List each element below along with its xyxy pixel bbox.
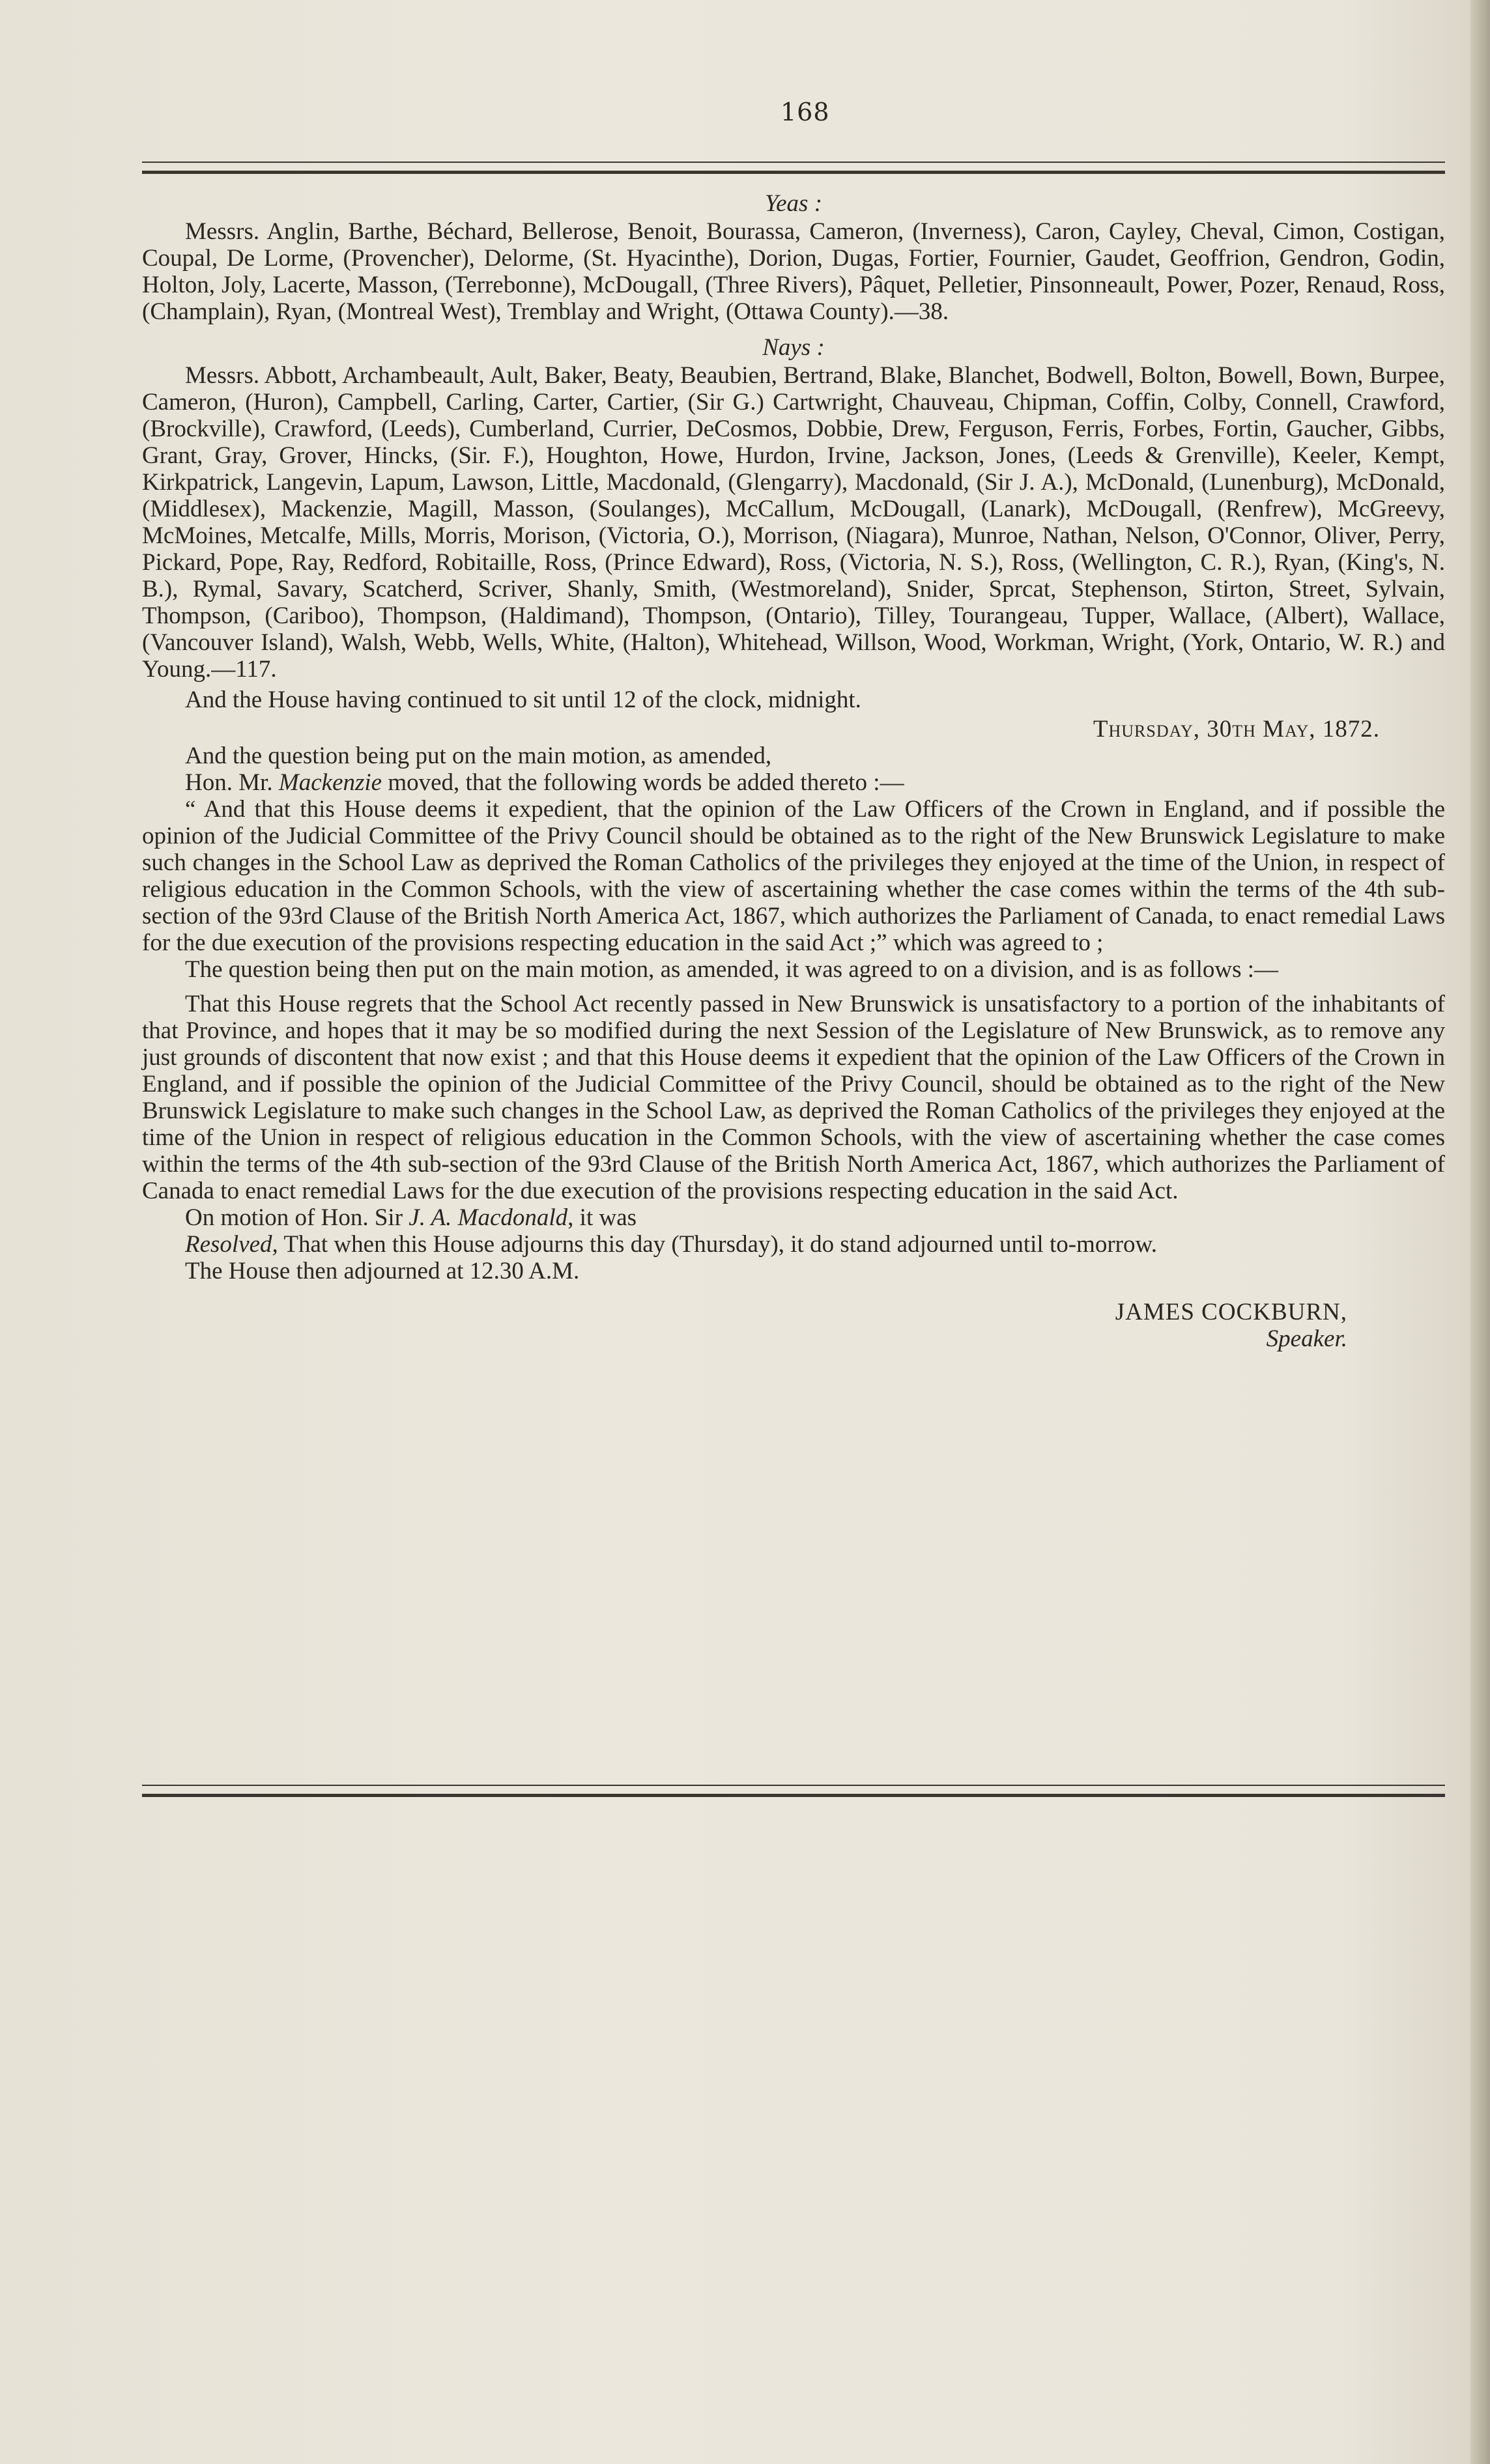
footer-rule [142, 1785, 1445, 1797]
date-line: Thursday, 30th May, 1872. [1093, 716, 1380, 743]
resolution-text: That this House regrets that the School Act recently passed in New Brunswick is unsatisfactory to a portion of the inhabitants of that Province, and hopes that it may be so modified during the next Session of the Legislature of New Brunswick, as to remove any just grounds of discontent that now exist ; and that this House deems it expedient that the opinion of the Law Officers of the Crown in England, and if possible the opinion of the Judicial Committee of the Privy Council, should be obtained as to the right of the New Brunswick Legislature to make such changes in the School Law, as deprived the Roman Catholics of the privileges they enjoyed at the time of the Union in respect of religious education in the Common Schools, with the view of ascertaining whether the case comes within the terms of the 4th sub-section of the 93rd Clause of the British North America Act, 1867, which authorizes the Parliament of Canada to enact remedial Laws for the due execution of the provisions respecting education in the said Act. [142, 991, 1445, 1204]
adjourn-prefix: On motion of Hon. Sir [185, 1204, 409, 1231]
question-line: And the question being put on the main motion, as amended, [185, 743, 772, 769]
adjourned-line: The House then adjourned at 12.30 A.M. [185, 1258, 580, 1284]
division-line: The question being then put on the main motion, as amended, it was agreed to on a division, and is as follows :— [185, 956, 1279, 983]
nays-heading: Nays : [762, 334, 825, 361]
page-edge-shadow [1470, 0, 1490, 2464]
resolved-text: That when this House adjourns this day (Thursday), it do stand adjourned until to-morrow. [278, 1231, 1158, 1258]
motion-prefix: Hon. Mr. [185, 769, 279, 796]
speaker-title: Speaker. [1266, 1325, 1347, 1352]
adjourn-suffix: , it was [567, 1204, 637, 1231]
adjourn-motion [142, 1204, 1445, 1231]
yeas-heading: Yeas : [764, 190, 823, 217]
speaker-name: JAMES COCKBURN, [1115, 1299, 1347, 1325]
resolved-label: Resolved, [185, 1231, 278, 1258]
motion-mover: Mackenzie [278, 769, 382, 796]
amendment-text: “ And that this House deems it expedient, that the opinion of the Law Officers of the Crown in England, and if possible the opinion of the Judicial Committee of the Privy Council should be obtained as to the right of the New Brunswick Legislature to make such changes in the School Law as deprived the Roman Catholics of the privileges they enjoyed at the time of the Union, in respect of religious education in the Common Schools, with the view of ascertaining whether the case comes within the terms of the 4th sub-section of the 93rd Clause of the British North America Act, 1867, which authorizes the Parliament of Canada, to enact remedial Laws for the due execution of the provisions respecting education in the said Act ;” which was agreed to ; [142, 796, 1445, 956]
page-number: 168 [781, 98, 830, 126]
nays-list: Messrs. Abbott, Archambeault, Ault, Baker, Beaty, Beaubien, Bertrand, Blake, Blanchet, Bodwell, Bolton, Bowell, Bown, Burpee, Cameron, (Huron), Campbell, Carling, Carter, Cartier, (Sir G.) Cartwright, Chauveau, Chipman, Coffin, Colby, Connell, Crawford, (Brockville), Crawford, (Leeds), Cumberland, Currier, DeCosmos, Dobbie, Drew, Ferguson, Ferris, Forbes, Fortin, Gaucher, Gibbs, Grant, Gray, Grover, Hincks, (Sir. F.), Houghton, Howe, Hurdon, Irvine, Jackson, Jones, (Leeds & Grenville), Keeler, Kempt, Kirkpatrick, Langevin, Lapum, Lawson, Little, Macdonald, (Glengarry), Macdonald, (Sir J. A.), McDonald, (Lunenburg), McDonald, (Middlesex), Mackenzie, Magill, Masson, (Soulanges), McCallum, McDougall, (Lanark), McDougall, (Renfrew), McGreevy, McMoines, Metcalfe, Mills, Morris, Morison, (Victoria, O.), Morrison, (Niagara), Munroe, Nathan, Nelson, O'Connor, Oliver, Perry, Pickard, Pope, Ray, Redford, Robitaille, Ross, (Prince Edward), Ross, (Victoria, N. S.), Ross, (Wellington, C. R.), Ryan, (King's, N. B.), Rymal, Savary, Scatcherd, Scriver, Shanly, Smith, (Westmoreland), Snider, Sprcat, Stephenson, Stirton, Street, Sylvain, Thompson, (Cariboo), Thompson, (Haldimand), Thompson, (Ontario), Tilley, Tourangeau, Tupper, Wallace, (Albert), Wallace, (Vancouver Island), Walsh, Webb, Wells, White, (Halton), Whitehead, Willson, Wood, Workman, Wright, (York, Ontario, W. R.) and Young.—117. [142, 362, 1445, 683]
yeas-list: Messrs. Anglin, Barthe, Béchard, Bellerose, Benoit, Bourassa, Cameron, (Inverness), Caron, Cayley, Cheval, Cimon, Costigan, Coupal, De Lorme, (Provencher), Delorme, (St. Hyacinthe), Dorion, Dugas, Fortier, Fournier, Gaudet, Geoffrion, Gendron, Godin, Holton, Joly, Lacerte, Masson, (Terrebonne), McDougall, (Three Rivers), Pâquet, Pelletier, Pinsonneault, Power, Pozer, Renaud, Ross, (Champlain), Ryan, (Montreal West), Tremblay and Wright, (Ottawa County).—38. [142, 218, 1445, 325]
resolved-line [142, 1231, 1445, 1258]
motion-line [142, 769, 1445, 796]
motion-suffix: moved, that the following words be added thereto :— [382, 769, 904, 796]
sitting-note: And the House having continued to sit until 12 of the clock, midnight. [185, 687, 861, 713]
adjourn-mover: J. A. Macdonald [408, 1204, 568, 1231]
header-rule [142, 162, 1445, 174]
journal-body [142, 190, 1445, 1352]
